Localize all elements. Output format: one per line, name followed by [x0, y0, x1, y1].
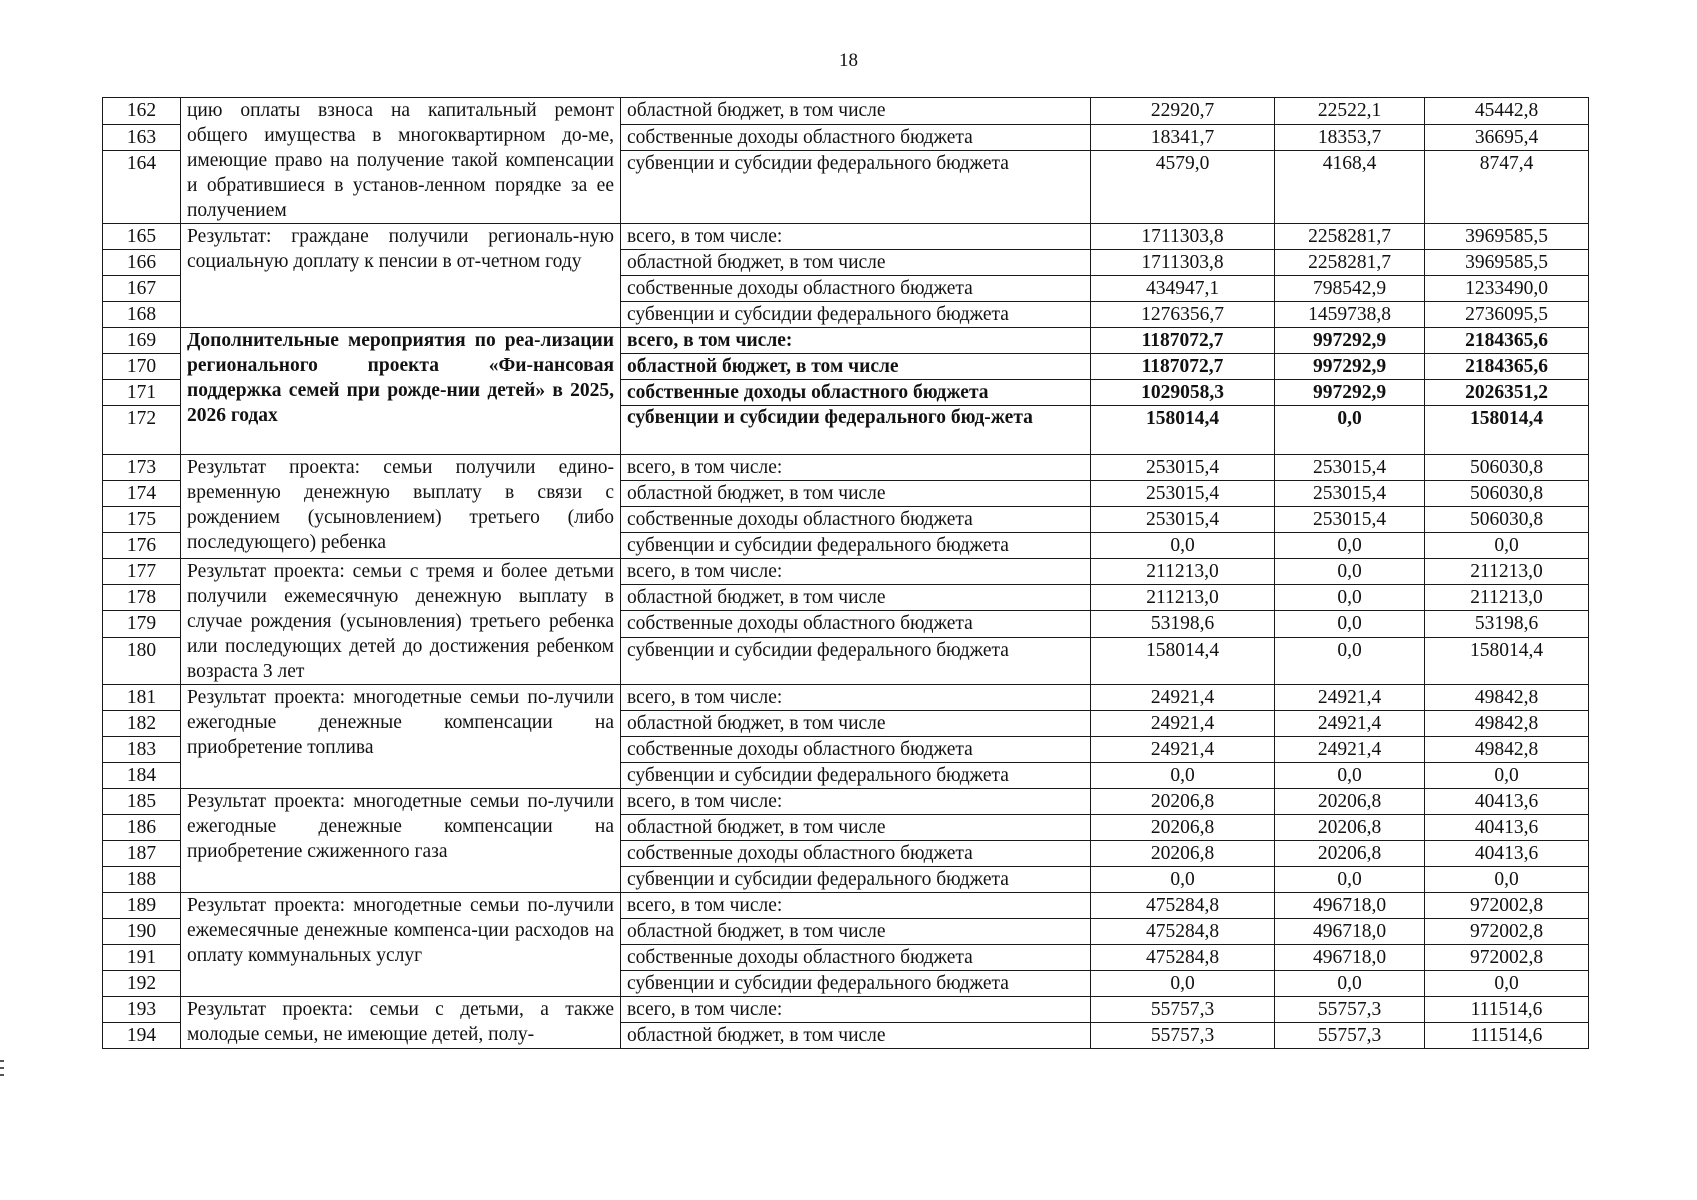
- amount-v2: 20206,8: [1275, 841, 1425, 867]
- funding-source: всего, в том числе:: [621, 455, 1091, 481]
- row-number: 166: [103, 250, 181, 276]
- row-number: 176: [103, 533, 181, 559]
- table-row: [103, 328, 1589, 354]
- amount-v1: 24921,4: [1091, 685, 1275, 711]
- amount-v1: 211213,0: [1091, 559, 1275, 585]
- funding-source: собственные доходы областного бюджета: [621, 737, 1091, 763]
- item-description: Результат проекта: многодетные семьи по-лучили ежемесячные денежные компенса-ции расходов на оплату коммунальных услуг: [181, 893, 621, 997]
- funding-source: всего, в том числе:: [621, 789, 1091, 815]
- item-description: Дополнительные мероприятия по реа-лизации регионального проекта «Фи-нансовая поддержка семей при рожде-нии детей» в 2025, 2026 годах: [181, 328, 621, 455]
- funding-source: всего, в том числе:: [621, 997, 1091, 1023]
- amount-v1: 53198,6: [1091, 611, 1275, 637]
- amount-v3: 506030,8: [1425, 455, 1589, 481]
- table-row: [103, 224, 1589, 250]
- amount-v1: 434947,1: [1091, 276, 1275, 302]
- amount-v2: 496718,0: [1275, 893, 1425, 919]
- item-description: Результат: граждане получили региональ-ную социальную доплату к пенсии в от-четном году: [181, 224, 621, 328]
- row-number: 177: [103, 559, 181, 585]
- row-number: 187: [103, 841, 181, 867]
- amount-v2: 55757,3: [1275, 1023, 1425, 1049]
- amount-v3: 972002,8: [1425, 919, 1589, 945]
- amount-v2: 997292,9: [1275, 328, 1425, 354]
- amount-v2: 0,0: [1275, 533, 1425, 559]
- funding-source: субвенции и субсидии федерального бюджета: [621, 867, 1091, 893]
- amount-v1: 475284,8: [1091, 893, 1275, 919]
- amount-v1: 158014,4: [1091, 406, 1275, 455]
- budget-table: [102, 97, 1589, 1049]
- amount-v3: 40413,6: [1425, 841, 1589, 867]
- amount-v2: 0,0: [1275, 637, 1425, 684]
- page-number: 18: [839, 50, 858, 71]
- row-number: 185: [103, 789, 181, 815]
- table-row: [103, 98, 1589, 125]
- item-description: Результат проекта: семьи с тремя и более детьми получили ежемесячную денежную выплату в случае рождения (усыновления) третьего ребенка или последующих детей до достижения ребенком возраста 3 лет: [181, 559, 621, 685]
- amount-v1: 1711303,8: [1091, 250, 1275, 276]
- amount-v2: 2258281,7: [1275, 250, 1425, 276]
- funding-source: субвенции и субсидии федерального бюджета: [621, 971, 1091, 997]
- amount-v2: 496718,0: [1275, 945, 1425, 971]
- row-number: 193: [103, 997, 181, 1023]
- amount-v3: 506030,8: [1425, 507, 1589, 533]
- amount-v2: 24921,4: [1275, 711, 1425, 737]
- amount-v1: 24921,4: [1091, 711, 1275, 737]
- amount-v1: 475284,8: [1091, 919, 1275, 945]
- row-number: 190: [103, 919, 181, 945]
- amount-v1: 1187072,7: [1091, 354, 1275, 380]
- amount-v2: 253015,4: [1275, 455, 1425, 481]
- funding-source: субвенции и субсидии федерального бюджета: [621, 637, 1091, 684]
- row-number: 174: [103, 481, 181, 507]
- row-number: 170: [103, 354, 181, 380]
- funding-source: всего, в том числе:: [621, 224, 1091, 250]
- funding-source: областной бюджет, в том числе: [621, 711, 1091, 737]
- funding-source: субвенции и субсидии федерального бюджета: [621, 763, 1091, 789]
- amount-v3: 3969585,5: [1425, 250, 1589, 276]
- item-description: Результат проекта: многодетные семьи по-лучили ежегодные денежные компенсации на приобретение сжиженного газа: [181, 789, 621, 893]
- amount-v2: 0,0: [1275, 585, 1425, 611]
- row-number: 178: [103, 585, 181, 611]
- row-number: 169: [103, 328, 181, 354]
- funding-source: областной бюджет, в том числе: [621, 250, 1091, 276]
- amount-v3: 40413,6: [1425, 815, 1589, 841]
- amount-v3: 2184365,6: [1425, 354, 1589, 380]
- amount-v2: 997292,9: [1275, 380, 1425, 406]
- amount-v2: 253015,4: [1275, 507, 1425, 533]
- amount-v1: 22920,7: [1091, 98, 1275, 125]
- margin-marks: [0, 1060, 4, 1081]
- amount-v3: 972002,8: [1425, 893, 1589, 919]
- amount-v1: 20206,8: [1091, 815, 1275, 841]
- amount-v3: 49842,8: [1425, 711, 1589, 737]
- amount-v3: 158014,4: [1425, 406, 1589, 455]
- funding-source: всего, в том числе:: [621, 685, 1091, 711]
- amount-v1: 20206,8: [1091, 789, 1275, 815]
- funding-source: субвенции и субсидии федерального бюджета: [621, 151, 1091, 224]
- amount-v2: 997292,9: [1275, 354, 1425, 380]
- row-number: 194: [103, 1023, 181, 1049]
- amount-v1: 253015,4: [1091, 507, 1275, 533]
- amount-v1: 1276356,7: [1091, 302, 1275, 328]
- amount-v2: 0,0: [1275, 971, 1425, 997]
- amount-v3: 53198,6: [1425, 611, 1589, 637]
- amount-v3: 111514,6: [1425, 997, 1589, 1023]
- amount-v1: 0,0: [1091, 971, 1275, 997]
- amount-v3: 2026351,2: [1425, 380, 1589, 406]
- row-number: 181: [103, 685, 181, 711]
- funding-source: собственные доходы областного бюджета: [621, 611, 1091, 637]
- amount-v3: 0,0: [1425, 867, 1589, 893]
- amount-v3: 0,0: [1425, 533, 1589, 559]
- funding-source: областной бюджет, в том числе: [621, 815, 1091, 841]
- amount-v1: 24921,4: [1091, 737, 1275, 763]
- amount-v2: 0,0: [1275, 611, 1425, 637]
- amount-v1: 1711303,8: [1091, 224, 1275, 250]
- amount-v2: 2258281,7: [1275, 224, 1425, 250]
- row-number: 165: [103, 224, 181, 250]
- row-number: 164: [103, 151, 181, 224]
- row-number: 172: [103, 406, 181, 455]
- row-number: 192: [103, 971, 181, 997]
- row-number: 184: [103, 763, 181, 789]
- row-number: 188: [103, 867, 181, 893]
- amount-v2: 22522,1: [1275, 98, 1425, 125]
- amount-v1: 1029058,3: [1091, 380, 1275, 406]
- amount-v3: 49842,8: [1425, 685, 1589, 711]
- amount-v1: 0,0: [1091, 867, 1275, 893]
- item-description: Результат проекта: многодетные семьи по-лучили ежегодные денежные компенсации на приобретение топлива: [181, 685, 621, 789]
- amount-v1: 475284,8: [1091, 945, 1275, 971]
- amount-v2: 0,0: [1275, 867, 1425, 893]
- row-number: 163: [103, 124, 181, 151]
- amount-v3: 0,0: [1425, 971, 1589, 997]
- amount-v1: 253015,4: [1091, 481, 1275, 507]
- row-number: 186: [103, 815, 181, 841]
- funding-source: субвенции и субсидии федерального бюд-жета: [621, 406, 1091, 455]
- amount-v3: 2184365,6: [1425, 328, 1589, 354]
- amount-v1: 0,0: [1091, 763, 1275, 789]
- amount-v1: 18341,7: [1091, 124, 1275, 151]
- row-number: 183: [103, 737, 181, 763]
- amount-v1: 55757,3: [1091, 997, 1275, 1023]
- row-number: 182: [103, 711, 181, 737]
- item-description: Результат проекта: семьи получили едино-временную денежную выплату в связи с рождением (усыновлением) третьего (либо последующего) ребенка: [181, 455, 621, 559]
- amount-v2: 0,0: [1275, 763, 1425, 789]
- amount-v3: 2736095,5: [1425, 302, 1589, 328]
- amount-v2: 20206,8: [1275, 815, 1425, 841]
- amount-v1: 20206,8: [1091, 841, 1275, 867]
- amount-v1: 253015,4: [1091, 455, 1275, 481]
- item-description: цию оплаты взноса на капитальный ремонт общего имущества в многоквартирном до-ме, имеющие право на получение такой компенсации и обратившиеся в установ-ленном порядке за ее получением: [181, 98, 621, 224]
- amount-v3: 40413,6: [1425, 789, 1589, 815]
- row-number: 162: [103, 98, 181, 125]
- funding-source: областной бюджет, в том числе: [621, 481, 1091, 507]
- table-row: [103, 455, 1589, 481]
- funding-source: областной бюджет, в том числе: [621, 98, 1091, 125]
- amount-v1: 158014,4: [1091, 637, 1275, 684]
- amount-v1: 211213,0: [1091, 585, 1275, 611]
- funding-source: областной бюджет, в том числе: [621, 354, 1091, 380]
- amount-v2: 798542,9: [1275, 276, 1425, 302]
- funding-source: собственные доходы областного бюджета: [621, 841, 1091, 867]
- amount-v2: 18353,7: [1275, 124, 1425, 151]
- amount-v2: 0,0: [1275, 559, 1425, 585]
- item-description: Результат проекта: семьи с детьми, а также молодые семьи, не имеющие детей, полу-: [181, 997, 621, 1049]
- funding-source: субвенции и субсидии федерального бюджета: [621, 533, 1091, 559]
- amount-v3: 1233490,0: [1425, 276, 1589, 302]
- row-number: 167: [103, 276, 181, 302]
- funding-source: областной бюджет, в том числе: [621, 1023, 1091, 1049]
- row-number: 180: [103, 637, 181, 684]
- amount-v3: 3969585,5: [1425, 224, 1589, 250]
- amount-v3: 211213,0: [1425, 585, 1589, 611]
- funding-source: собственные доходы областного бюджета: [621, 124, 1091, 151]
- amount-v2: 20206,8: [1275, 789, 1425, 815]
- funding-source: собственные доходы областного бюджета: [621, 276, 1091, 302]
- amount-v3: 0,0: [1425, 763, 1589, 789]
- amount-v3: 972002,8: [1425, 945, 1589, 971]
- row-number: 189: [103, 893, 181, 919]
- amount-v3: 211213,0: [1425, 559, 1589, 585]
- funding-source: собственные доходы областного бюджета: [621, 945, 1091, 971]
- amount-v1: 0,0: [1091, 533, 1275, 559]
- funding-source: областной бюджет, в том числе: [621, 919, 1091, 945]
- funding-source: субвенции и субсидии федерального бюджета: [621, 302, 1091, 328]
- funding-source: всего, в том числе:: [621, 893, 1091, 919]
- amount-v3: 506030,8: [1425, 481, 1589, 507]
- funding-source: всего, в том числе:: [621, 559, 1091, 585]
- row-number: 179: [103, 611, 181, 637]
- row-number: 191: [103, 945, 181, 971]
- amount-v3: 158014,4: [1425, 637, 1589, 684]
- amount-v2: 55757,3: [1275, 997, 1425, 1023]
- amount-v2: 4168,4: [1275, 151, 1425, 224]
- amount-v2: 24921,4: [1275, 737, 1425, 763]
- amount-v1: 4579,0: [1091, 151, 1275, 224]
- amount-v2: 24921,4: [1275, 685, 1425, 711]
- amount-v3: 36695,4: [1425, 124, 1589, 151]
- amount-v3: 111514,6: [1425, 1023, 1589, 1049]
- amount-v2: 0,0: [1275, 406, 1425, 455]
- table-row: [103, 893, 1589, 919]
- amount-v2: 1459738,8: [1275, 302, 1425, 328]
- row-number: 175: [103, 507, 181, 533]
- row-number: 171: [103, 380, 181, 406]
- funding-source: собственные доходы областного бюджета: [621, 380, 1091, 406]
- amount-v1: 55757,3: [1091, 1023, 1275, 1049]
- funding-source: собственные доходы областного бюджета: [621, 507, 1091, 533]
- amount-v3: 45442,8: [1425, 98, 1589, 125]
- amount-v1: 1187072,7: [1091, 328, 1275, 354]
- amount-v2: 253015,4: [1275, 481, 1425, 507]
- amount-v3: 8747,4: [1425, 151, 1589, 224]
- funding-source: всего, в том числе:: [621, 328, 1091, 354]
- table-row: [103, 789, 1589, 815]
- table-row: [103, 559, 1589, 585]
- amount-v3: 49842,8: [1425, 737, 1589, 763]
- table-row: [103, 997, 1589, 1023]
- funding-source: областной бюджет, в том числе: [621, 585, 1091, 611]
- table-row: [103, 685, 1589, 711]
- row-number: 168: [103, 302, 181, 328]
- amount-v2: 496718,0: [1275, 919, 1425, 945]
- row-number: 173: [103, 455, 181, 481]
